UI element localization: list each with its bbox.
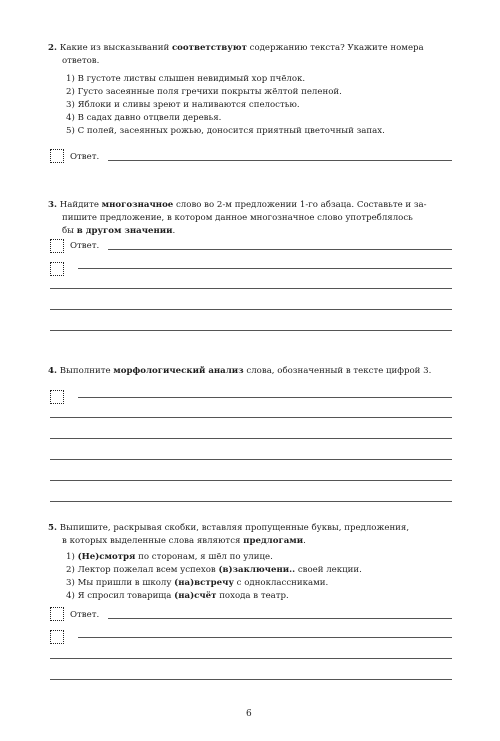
q3-stem-line3 [62,225,175,237]
option-number: 3) [66,100,75,110]
q4-keyword: морфологический анализ [113,366,244,376]
item-bold-word: (Не)смотря [77,552,136,562]
q5-item-4 [66,590,289,602]
q3-keyword-2: в другом значении [76,226,173,236]
q3-number: 3. [48,200,57,210]
q5-stem-line1 [48,522,409,534]
q5-l2-c: . [303,536,306,546]
q5-l2-a: в которых выделенные слова являются [62,536,244,546]
q4-answer-line[interactable] [50,459,452,460]
q2-answer-label: Ответ. [70,152,100,162]
q4-l1-a: Выполните [59,366,114,376]
q3-answer-line[interactable] [78,268,452,269]
q5-item-1 [66,551,273,563]
q5-item-2 [66,564,362,576]
q5-number: 5. [48,523,57,533]
page-number: 6 [246,709,252,719]
q2-option-3 [66,99,300,111]
item-bold-word: (на)встречу [174,578,234,588]
q2-stem-c: содержанию текста? Укажите номера [246,43,424,53]
q5-l1: Выпишите, раскрывая скобки, вставляя пропущенные буквы, предложения, [59,523,410,533]
option-text: Яблоки и сливы зреют и наливаются спелостью. [77,100,300,110]
q4-answer-line[interactable] [78,397,452,398]
q5-keyword: предлогами [243,536,304,546]
option-number: 2) [66,87,75,97]
q2-option-2 [66,86,342,98]
item-rest: похода в театр. [216,591,289,601]
q3-keyword: многозначное [101,200,174,210]
q2-stem-line1 [48,42,424,54]
item-number: 4) [66,591,75,601]
q5-answer-label: Ответ. [70,610,100,620]
q5-answer-line[interactable] [50,679,452,680]
q3-answer-box-2[interactable] [50,262,64,276]
q3-l1-a: Найдите [59,200,102,210]
q4-answer-line[interactable] [50,438,452,439]
option-text: С полей, засеянных рожью, доносится приятный цветочный запах. [77,126,385,136]
q5-answer-line[interactable] [50,658,452,659]
option-number: 1) [66,74,75,84]
q3-answer-box-1[interactable] [50,239,64,253]
q3-answer-line[interactable] [108,249,452,250]
q5-stem-line2 [62,535,306,547]
q3-stem-line2: пишите предложение, в котором данное многозначное слово употреблялось [62,213,413,223]
q4-number: 4. [48,366,57,376]
q4-l1-c: слова, обозначенный в тексте цифрой 3. [243,366,432,376]
q3-answer-line[interactable] [50,330,452,331]
q2-option-1 [66,73,305,85]
q5-answer-box-2[interactable] [50,630,64,644]
option-text: В густоте листвы слышен невидимый хор пчёлок. [77,74,306,84]
q5-item-3 [66,577,328,589]
q3-l3-a: бы [62,226,77,236]
q2-number: 2. [48,43,57,53]
q2-option-4 [66,112,221,124]
q3-l1-c: слово во 2-м предложении 1-го абзаца. Составьте и за- [173,200,427,210]
q3-answer-label: Ответ. [70,241,100,251]
option-text: Густо засеянные поля гречихи покрыты жёлтой пеленой. [77,87,342,97]
q3-stem-line1 [48,199,427,211]
q4-answer-line[interactable] [50,417,452,418]
item-pre: Лектор пожелал всем успехов [77,565,219,575]
q4-answer-line[interactable] [50,501,452,502]
item-bold-word: (на)счёт [174,591,217,601]
q2-answer-line[interactable] [108,160,452,161]
item-rest: своей лекции. [295,565,362,575]
q3-l3-c: . [172,226,176,236]
q3-answer-line[interactable] [50,309,452,310]
item-pre: Я спросил товарища [77,591,175,601]
q2-option-5 [66,125,385,137]
q2-keyword: соответствуют [171,43,247,53]
item-number: 2) [66,565,75,575]
item-number: 1) [66,552,75,562]
q4-stem-line1 [48,365,431,377]
item-bold-word: (в)заключени.. [218,565,296,575]
q5-answer-line[interactable] [108,618,452,619]
q2-answer-box[interactable] [50,149,64,163]
q4-answer-box[interactable] [50,390,64,404]
option-number: 4) [66,113,75,123]
q4-answer-line[interactable] [50,480,452,481]
item-number: 3) [66,578,75,588]
item-rest: с одноклассниками. [233,578,329,588]
option-number: 5) [66,126,75,136]
item-rest: по сторонам, я шёл по улице. [135,552,273,562]
q3-answer-line[interactable] [50,288,452,289]
item-pre: Мы пришли в школу [77,578,175,588]
q2-stem-line2: ответов. [62,56,100,66]
option-text: В садах давно отцвели деревья. [77,113,222,123]
q5-answer-box-1[interactable] [50,607,64,621]
q2-stem-a: Какие из высказываний [59,43,172,53]
q5-answer-line[interactable] [78,637,452,638]
